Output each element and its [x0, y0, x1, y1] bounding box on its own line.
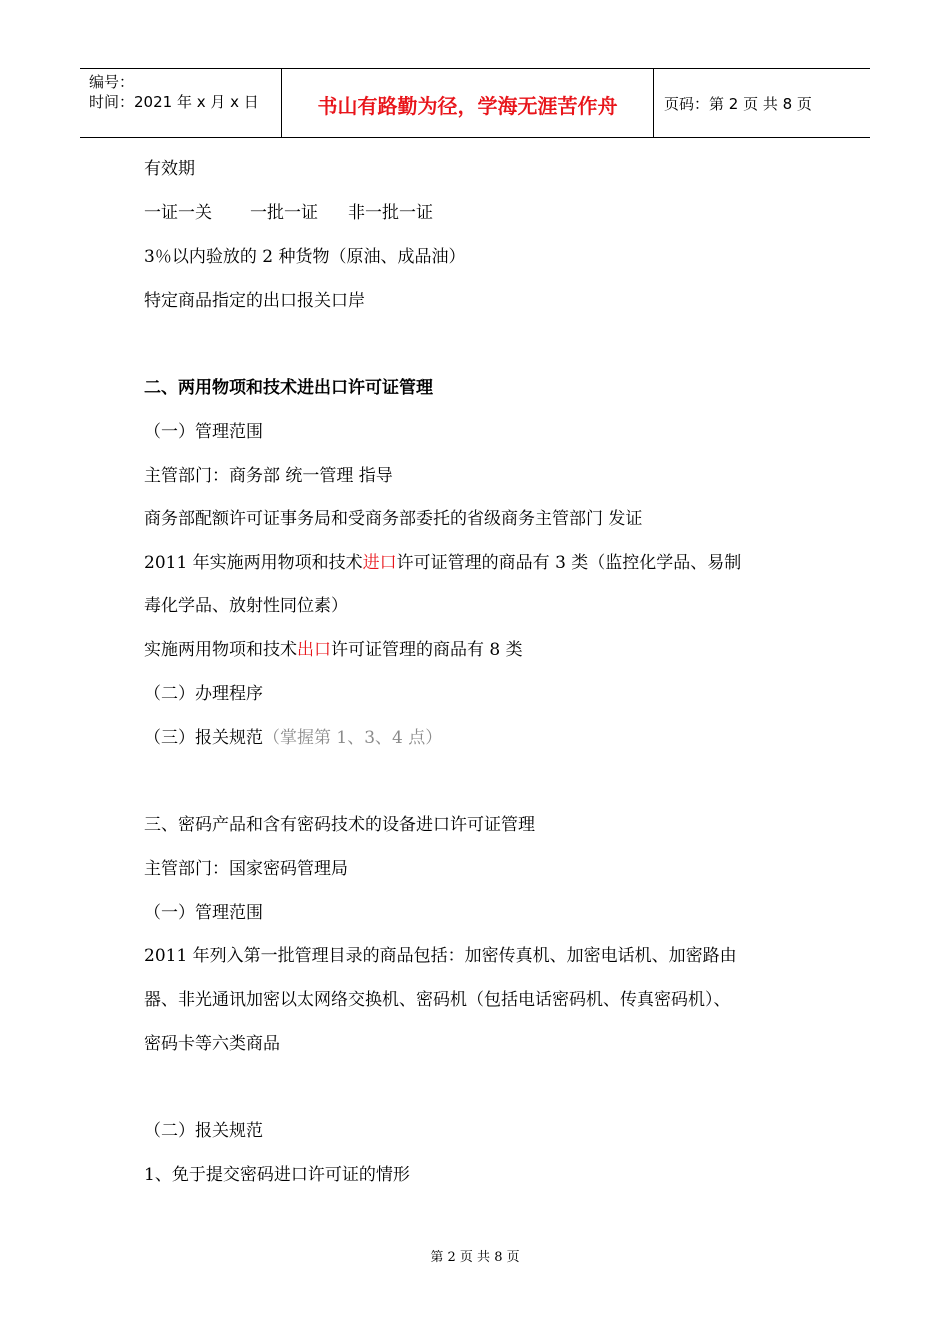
text-line — [144, 201, 433, 225]
time-label: 时间：2021 年 x 月 x 日 — [89, 93, 259, 111]
subsection-heading — [144, 726, 442, 750]
highlight-text: 出口 — [297, 640, 331, 660]
text-line: 3％以内验放的 2 种货物（原油、成品油） — [144, 247, 466, 267]
subsection-heading: （二）报关规范 — [144, 1121, 263, 1141]
text-line: 密码卡等六类商品 — [144, 1034, 280, 1054]
text-fragment: 许可证管理的商品有 3 类（监控化学品、易制 — [396, 553, 742, 573]
page-header — [80, 68, 870, 138]
page-footer: 第 2 页 共 8 页 — [430, 1250, 520, 1265]
subsection-heading: （一）管理范围 — [144, 422, 263, 442]
text-fragment: 一批一证 — [250, 203, 318, 223]
text-line: 器、非光通讯加密以太网络交换机、密码机（包括电话密码机、传真密码机）、 — [144, 990, 731, 1010]
text-line: 毒化学品、放射性同位素） — [144, 596, 348, 616]
text-fragment: 一证一关 — [144, 203, 212, 223]
header-right-cell — [654, 69, 870, 137]
text-fragment: 2011 年实施两用物项和技术 — [144, 553, 363, 573]
text-line — [144, 551, 741, 575]
subsection-heading: （二）办理程序 — [144, 684, 263, 704]
text-line: 1、免于提交密码进口许可证的情形 — [144, 1165, 410, 1185]
text-line: 商务部配额许可证事务局和受商务部委托的省级商务主管部门 发证 — [144, 509, 643, 529]
number-label: 编号： — [89, 73, 135, 91]
text-fragment: 实施两用物项和技术 — [144, 640, 297, 660]
text-line: 主管部门：国家密码管理局 — [144, 859, 348, 879]
text-fragment: （三）报关规范 — [144, 728, 263, 748]
text-line: 主管部门：商务部 统一管理 指导 — [144, 466, 393, 486]
text-fragment: 许可证管理的商品有 8 类 — [331, 640, 523, 660]
note-text: （掌握第 1、3、4 点） — [263, 728, 443, 748]
text-line: 特定商品指定的出口报关口岸 — [144, 291, 365, 311]
header-page-label: 页码：第 2 页 共 8 页 — [664, 95, 812, 113]
text-fragment: 非一批一证 — [348, 203, 433, 223]
header-motto: 书山有路勤为径，学海无涯苦作舟 — [317, 94, 618, 118]
section-heading: 三、密码产品和含有密码技术的设备进口许可证管理 — [144, 815, 535, 835]
text-line: 2011 年列入第一批管理目录的商品包括：加密传真机、加密电话机、加密路由 — [144, 946, 737, 966]
highlight-text: 进口 — [362, 553, 397, 573]
subsection-heading: （一）管理范围 — [144, 903, 263, 923]
section-heading: 二、两用物项和技术进出口许可证管理 — [144, 378, 433, 398]
text-line: 有效期 — [144, 159, 195, 179]
text-line — [144, 638, 523, 662]
header-left-cell — [80, 69, 282, 137]
header-middle-cell — [282, 69, 654, 137]
